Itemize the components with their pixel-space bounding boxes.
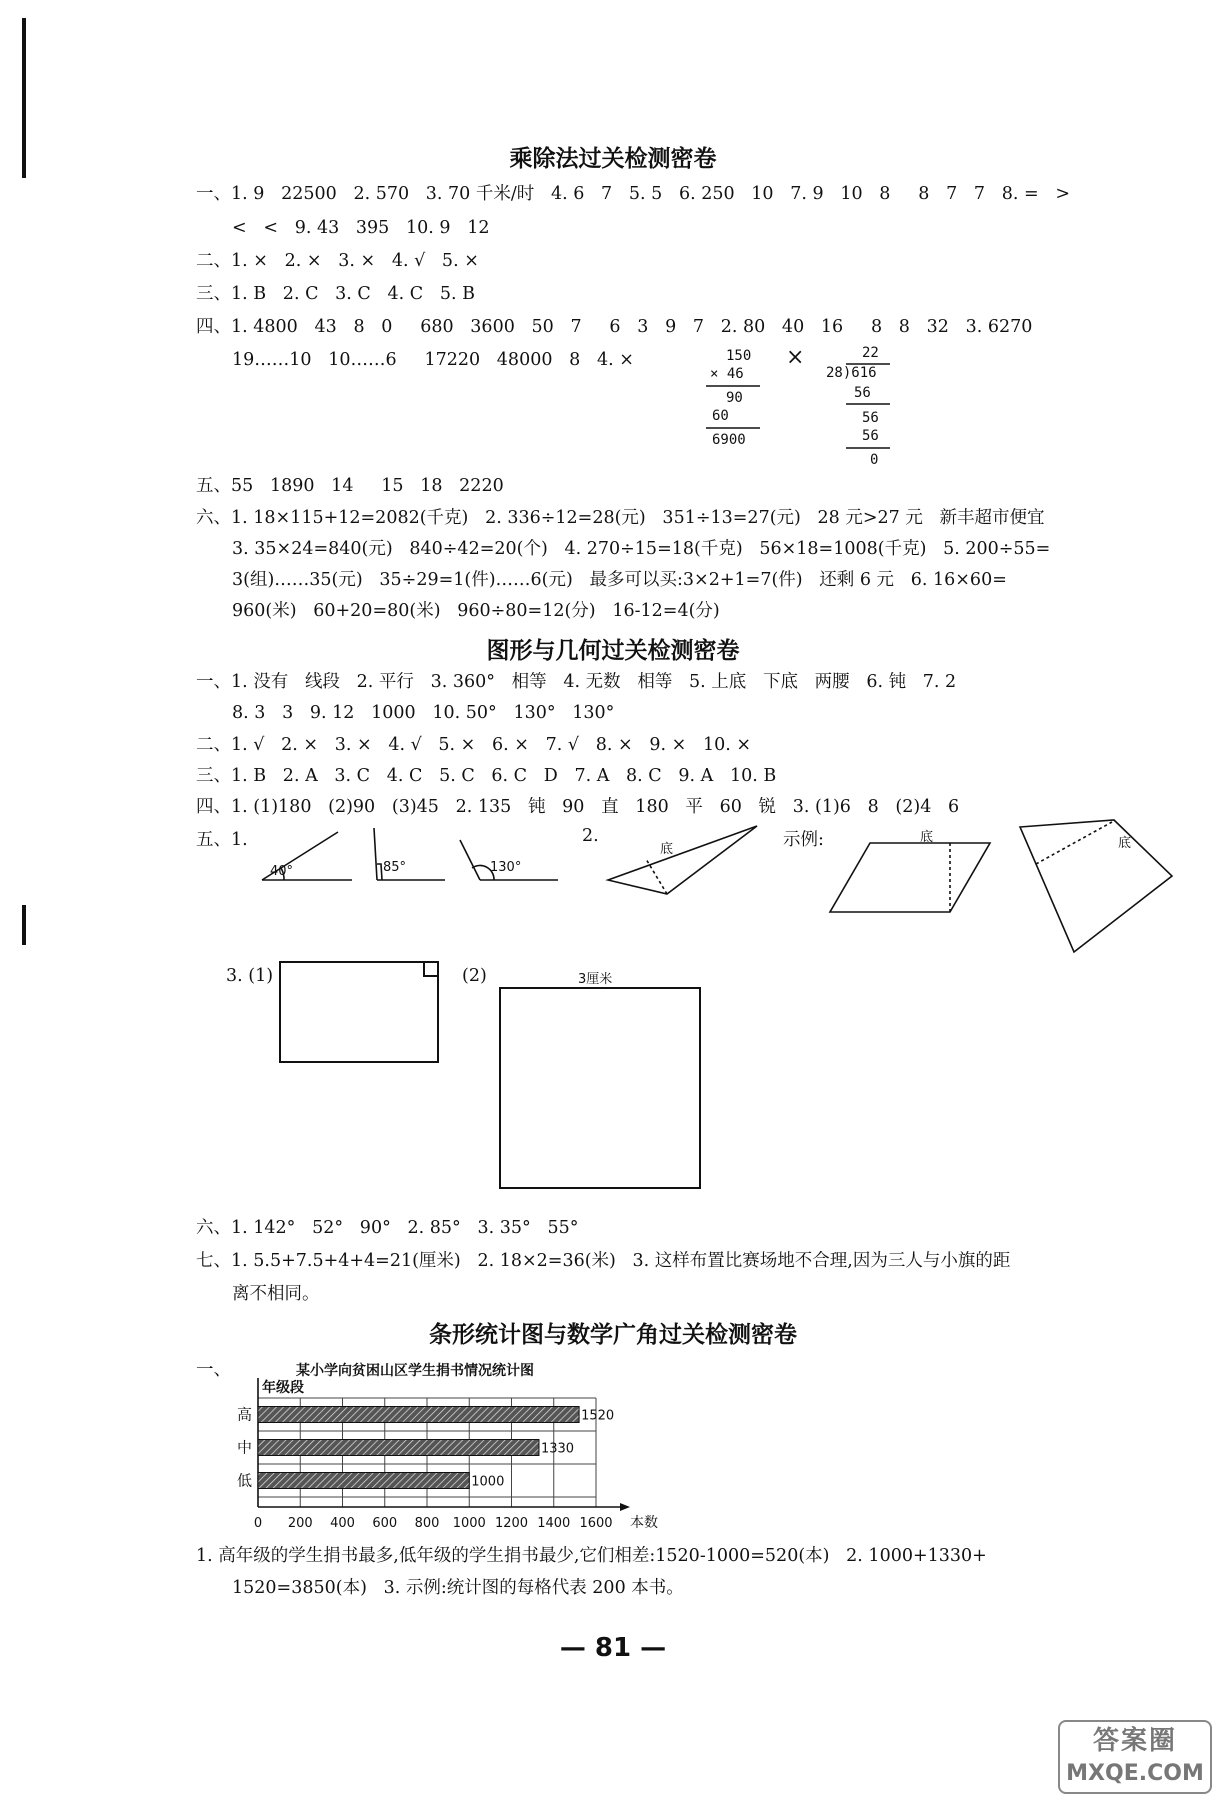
answer-line: 离不相同。 bbox=[232, 1284, 320, 1304]
x-tick-label: 1600 bbox=[579, 1516, 613, 1531]
answer-line: 一、1. 9 22500 2. 570 3. 70 千米/时 4. 6 7 5. 5 6. 250 10 7. 9 10 8 8 7 7 8. = > bbox=[196, 184, 1070, 204]
answer-line: 三、1. B 2. A 3. C 4. C 5. C 6. C D 7. A 8. C 9. A 10. B bbox=[196, 766, 777, 786]
question-number: 一、 bbox=[196, 1360, 231, 1380]
dimension-label: 3厘米 bbox=[578, 972, 613, 987]
answer-line: 六、1. 18×115+12=2082(千克) 2. 336÷12=28(元) 351÷13=27(元) 28 元>27 元 新丰超市便宜 bbox=[196, 508, 1045, 528]
calc-dividend: 28)616 bbox=[826, 365, 877, 381]
watermark-url: MXQE.COM bbox=[1066, 1761, 1204, 1786]
calc-step: 56 bbox=[862, 410, 879, 426]
calc-remainder: 0 bbox=[870, 452, 879, 468]
answer-line: 8. 3 3 9. 12 1000 10. 50° 130° 130° bbox=[232, 703, 615, 723]
answer-line: 960(米) 60+20=80(米) 960÷80=12(分) 16-12=4(分) bbox=[232, 601, 720, 621]
x-tick-label: 800 bbox=[414, 1516, 440, 1531]
chart-title: 某小学向贫困山区学生捐书情况统计图 bbox=[296, 1363, 534, 1379]
x-axis-title: 本数 bbox=[630, 1515, 658, 1531]
answer-line: 六、1. 142° 52° 90° 2. 85° 3. 35° 55° bbox=[196, 1218, 579, 1238]
calc-quotient: 22 bbox=[862, 345, 879, 361]
answer-line: 19……10 10……6 17220 48000 8 4. × bbox=[232, 350, 634, 370]
x-tick-label: 400 bbox=[330, 1516, 355, 1531]
data-label: 1000 bbox=[471, 1474, 505, 1490]
answer-line: 1520=3850(本) 3. 示例:统计图的每格代表 200 本书。 bbox=[232, 1578, 684, 1598]
cross-mark: × bbox=[786, 345, 805, 370]
y-axis-title: 年级段 bbox=[262, 1380, 304, 1396]
base-label: 底 bbox=[660, 842, 674, 857]
example-label: 示例: bbox=[783, 830, 824, 850]
figure-label: 3. (1) bbox=[226, 966, 274, 986]
category-label: 高 bbox=[236, 1405, 252, 1424]
figure-label: 2. bbox=[582, 826, 599, 846]
bar bbox=[258, 1473, 469, 1489]
calc-operand: × 46 bbox=[710, 366, 744, 382]
answer-line: 3(组)……35(元) 35÷29=1(件)……6(元) 最多可以买:3×2+1=7(件) 还剩 6 元 6. 16×60= bbox=[232, 570, 1007, 590]
bar bbox=[258, 1407, 579, 1423]
calc-operand: 150 bbox=[726, 348, 752, 364]
x-tick-label: 200 bbox=[287, 1516, 313, 1531]
answer-line: 3. 35×24=840(元) 840÷42=20(个) 4. 270÷15=18(千克) 56×18=1008(千克) 5. 200÷55= bbox=[232, 539, 1051, 559]
answer-line: < < 9. 43 395 10. 9 12 bbox=[232, 218, 490, 238]
x-axis-arrow bbox=[620, 1503, 630, 1511]
data-label: 1520 bbox=[581, 1408, 615, 1424]
calc-partial: 90 bbox=[726, 390, 743, 406]
calc-step: 56 bbox=[862, 428, 879, 444]
answer-line: 四、1. (1)180 (2)90 (3)45 2. 135 钝 90 直 180 平 60 锐 3. (1)6 8 (2)4 6 bbox=[196, 797, 960, 817]
x-tick-label: 600 bbox=[372, 1516, 398, 1531]
x-tick-label: 0 bbox=[253, 1516, 263, 1531]
category-label: 中 bbox=[236, 1438, 252, 1457]
bar bbox=[258, 1440, 539, 1456]
answer-line: 四、1. 4800 43 8 0 680 3600 50 7 6 3 9 7 2. 80 40 16 8 8 32 3. 6270 bbox=[196, 317, 1033, 337]
page-number: — 81 — bbox=[559, 1633, 667, 1663]
data-label: 1330 bbox=[540, 1441, 575, 1457]
answer-line: 七、1. 5.5+7.5+4+4=21(厘米) 2. 18×2=36(米) 3. 这样布置比赛场地不合理,因为三人与小旗的距 bbox=[196, 1251, 1011, 1271]
base-label: 底 bbox=[1118, 836, 1132, 851]
answer-line: 二、1. × 2. × 3. × 4. √ 5. × bbox=[196, 251, 479, 271]
answer-line: 二、1. √ 2. × 3. × 4. √ 5. × 6. × 7. √ 8. × 9. × 10. × bbox=[196, 735, 752, 755]
x-tick-label: 1000 bbox=[452, 1516, 486, 1531]
category-label: 低 bbox=[236, 1471, 252, 1490]
angle-label: 85° bbox=[383, 860, 407, 875]
x-tick-label: 1200 bbox=[494, 1516, 529, 1531]
figure-label: (2) bbox=[462, 966, 487, 986]
calc-partial: 60 bbox=[712, 408, 729, 424]
section-title: 图形与几何过关检测密卷 bbox=[486, 638, 740, 664]
answer-line: 三、1. B 2. C 3. C 4. C 5. B bbox=[196, 284, 475, 304]
answer-line: 一、1. 没有 线段 2. 平行 3. 360° 相等 4. 无数 相等 5. 上底 下底 两腰 6. 钝 7. 2 bbox=[196, 672, 957, 692]
watermark-text: 答案圈 bbox=[1092, 1726, 1177, 1756]
angle-label: 40° bbox=[270, 864, 294, 879]
base-label: 底 bbox=[920, 830, 934, 845]
calc-result: 6900 bbox=[712, 432, 746, 448]
figure-label: 五、1. bbox=[196, 830, 248, 850]
angle-label: 130° bbox=[490, 860, 522, 875]
section-title: 乘除法过关检测密卷 bbox=[509, 146, 717, 172]
section-title: 条形统计图与数学广角过关检测密卷 bbox=[429, 1322, 797, 1348]
answer-line: 五、55 1890 14 15 18 2220 bbox=[196, 476, 504, 496]
calc-step: 56 bbox=[854, 385, 871, 401]
watermark-logo bbox=[1058, 1720, 1212, 1794]
x-tick-label: 1400 bbox=[537, 1516, 571, 1531]
answer-line: 1. 高年级的学生捐书最多,低年级的学生捐书最少,它们相差:1520-1000=520(本) 2. 1000+1330+ bbox=[196, 1546, 987, 1566]
